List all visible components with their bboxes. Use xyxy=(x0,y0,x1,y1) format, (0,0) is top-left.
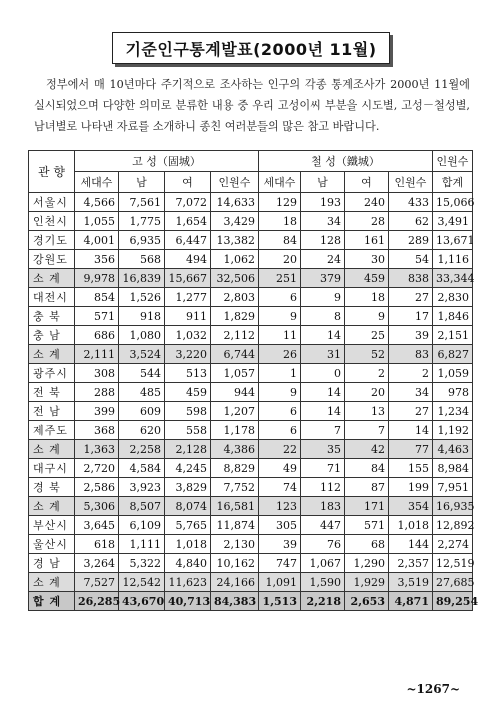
table-row xyxy=(29,592,473,611)
value-cell: 1,234 xyxy=(433,402,473,421)
value-cell: 2,274 xyxy=(433,535,473,554)
intro-paragraph xyxy=(34,74,470,137)
value-cell: 494 xyxy=(165,250,211,269)
value-cell: 27 xyxy=(389,402,433,421)
value-cell: 39 xyxy=(389,326,433,345)
table-row xyxy=(29,516,473,535)
value-cell: 1,111 xyxy=(119,535,165,554)
value-cell: 76 xyxy=(301,535,345,554)
value-cell: 1,032 xyxy=(165,326,211,345)
value-cell: 1,277 xyxy=(165,288,211,307)
value-cell: 199 xyxy=(389,478,433,497)
value-cell: 618 xyxy=(75,535,119,554)
value-cell: 1,929 xyxy=(345,573,389,592)
table-row xyxy=(29,383,473,402)
value-cell: 27 xyxy=(389,288,433,307)
column-header: 세대수 xyxy=(75,172,119,193)
table-row xyxy=(29,326,473,345)
value-cell: 4,463 xyxy=(433,440,473,459)
value-cell: 112 xyxy=(301,478,345,497)
value-cell: 31 xyxy=(301,345,345,364)
value-cell: 4,584 xyxy=(119,459,165,478)
value-cell: 22 xyxy=(259,440,301,459)
value-cell: 39 xyxy=(259,535,301,554)
value-cell: 9 xyxy=(345,307,389,326)
value-cell: 1 xyxy=(259,364,301,383)
value-cell: 144 xyxy=(389,535,433,554)
value-cell: 305 xyxy=(259,516,301,535)
value-cell: 6,447 xyxy=(165,231,211,250)
value-cell: 27,685 xyxy=(433,573,473,592)
value-cell: 68 xyxy=(345,535,389,554)
value-cell: 4,386 xyxy=(211,440,259,459)
value-cell: 7,752 xyxy=(211,478,259,497)
value-cell: 0 xyxy=(301,364,345,383)
value-cell: 33,344 xyxy=(433,269,473,288)
value-cell: 1,018 xyxy=(165,535,211,554)
region-cell: 소 계 xyxy=(29,440,75,459)
value-cell: 12,542 xyxy=(119,573,165,592)
value-cell: 83 xyxy=(389,345,433,364)
value-cell: 288 xyxy=(75,383,119,402)
value-cell: 12,519 xyxy=(433,554,473,573)
region-cell: 충 남 xyxy=(29,326,75,345)
value-cell: 571 xyxy=(75,307,119,326)
region-cell: 소 계 xyxy=(29,573,75,592)
value-cell: 944 xyxy=(211,383,259,402)
value-cell: 433 xyxy=(389,193,433,212)
value-cell: 568 xyxy=(119,250,165,269)
value-cell: 1,846 xyxy=(433,307,473,326)
value-cell: 3,264 xyxy=(75,554,119,573)
value-cell: 2,258 xyxy=(119,440,165,459)
value-cell: 1,775 xyxy=(119,212,165,231)
value-cell: 3,645 xyxy=(75,516,119,535)
value-cell: 128 xyxy=(301,231,345,250)
value-cell: 609 xyxy=(119,402,165,421)
value-cell: 15,066 xyxy=(433,193,473,212)
region-cell: 서울시 xyxy=(29,193,75,212)
value-cell: 2,803 xyxy=(211,288,259,307)
value-cell: 123 xyxy=(259,497,301,516)
value-cell: 918 xyxy=(119,307,165,326)
value-cell: 513 xyxy=(165,364,211,383)
value-cell: 854 xyxy=(75,288,119,307)
region-cell: 경 북 xyxy=(29,478,75,497)
gosung-group-header: 고 성（固城） xyxy=(75,151,259,172)
table-row xyxy=(29,402,473,421)
region-cell: 울산시 xyxy=(29,535,75,554)
value-cell: 3,519 xyxy=(389,573,433,592)
value-cell: 1,590 xyxy=(301,573,345,592)
value-cell: 1,192 xyxy=(433,421,473,440)
value-cell: 4,871 xyxy=(389,592,433,611)
value-cell: 18 xyxy=(345,288,389,307)
table-row xyxy=(29,212,473,231)
value-cell: 447 xyxy=(301,516,345,535)
value-cell: 155 xyxy=(389,459,433,478)
sub-header-row xyxy=(29,172,473,193)
table-row xyxy=(29,193,473,212)
value-cell: 12,892 xyxy=(433,516,473,535)
table-row xyxy=(29,345,473,364)
value-cell: 8,074 xyxy=(165,497,211,516)
table-row xyxy=(29,269,473,288)
value-cell: 2,586 xyxy=(75,478,119,497)
table-row xyxy=(29,535,473,554)
value-cell: 1,178 xyxy=(211,421,259,440)
value-cell: 17 xyxy=(389,307,433,326)
value-cell: 77 xyxy=(389,440,433,459)
value-cell: 5,765 xyxy=(165,516,211,535)
value-cell: 598 xyxy=(165,402,211,421)
value-cell: 459 xyxy=(165,383,211,402)
value-cell: 1,018 xyxy=(389,516,433,535)
value-cell: 289 xyxy=(389,231,433,250)
value-cell: 7,072 xyxy=(165,193,211,212)
value-cell: 3,429 xyxy=(211,212,259,231)
value-cell: 9 xyxy=(259,307,301,326)
value-cell: 2,830 xyxy=(433,288,473,307)
value-cell: 11,623 xyxy=(165,573,211,592)
value-cell: 379 xyxy=(301,269,345,288)
value-cell: 558 xyxy=(165,421,211,440)
value-cell: 183 xyxy=(301,497,345,516)
table-row xyxy=(29,478,473,497)
value-cell: 26 xyxy=(259,345,301,364)
value-cell: 354 xyxy=(389,497,433,516)
value-cell: 2,720 xyxy=(75,459,119,478)
value-cell: 544 xyxy=(119,364,165,383)
value-cell: 1,055 xyxy=(75,212,119,231)
value-cell: 3,491 xyxy=(433,212,473,231)
value-cell: 240 xyxy=(345,193,389,212)
page-title: 기준인구통계발표(2000년 11월) xyxy=(112,32,390,64)
value-cell: 1,654 xyxy=(165,212,211,231)
value-cell: 7,951 xyxy=(433,478,473,497)
value-cell: 30 xyxy=(345,250,389,269)
table-row xyxy=(29,573,473,592)
value-cell: 620 xyxy=(119,421,165,440)
value-cell: 35 xyxy=(301,440,345,459)
value-cell: 686 xyxy=(75,326,119,345)
value-cell: 89,254 xyxy=(433,592,473,611)
table-body xyxy=(29,193,479,611)
region-cell: 경 남 xyxy=(29,554,75,573)
value-cell: 2,357 xyxy=(389,554,433,573)
value-cell: 14 xyxy=(301,326,345,345)
region-cell: 강원도 xyxy=(29,250,75,269)
value-cell: 54 xyxy=(389,250,433,269)
value-cell: 62 xyxy=(389,212,433,231)
value-cell: 6,827 xyxy=(433,345,473,364)
value-cell: 9 xyxy=(301,288,345,307)
value-cell: 2,111 xyxy=(75,345,119,364)
region-cell: 전 남 xyxy=(29,402,75,421)
cheolsung-group-header: 철 성（鐵城） xyxy=(259,151,433,172)
region-cell: 인천시 xyxy=(29,212,75,231)
value-cell: 1,067 xyxy=(301,554,345,573)
value-cell: 24,166 xyxy=(211,573,259,592)
value-cell: 485 xyxy=(119,383,165,402)
value-cell: 161 xyxy=(345,231,389,250)
value-cell: 84 xyxy=(345,459,389,478)
value-cell: 20 xyxy=(345,383,389,402)
value-cell: 3,220 xyxy=(165,345,211,364)
value-cell: 251 xyxy=(259,269,301,288)
value-cell: 7 xyxy=(345,421,389,440)
value-cell: 1,057 xyxy=(211,364,259,383)
value-cell: 24 xyxy=(301,250,345,269)
table-row xyxy=(29,307,473,326)
table-row xyxy=(29,497,473,516)
column-header: 남 xyxy=(301,172,345,193)
value-cell: 6 xyxy=(259,421,301,440)
value-cell: 5,306 xyxy=(75,497,119,516)
value-cell: 368 xyxy=(75,421,119,440)
column-header: 여 xyxy=(345,172,389,193)
value-cell: 2,653 xyxy=(345,592,389,611)
value-cell: 6,935 xyxy=(119,231,165,250)
column-header: 인원수 xyxy=(389,172,433,193)
value-cell: 4,245 xyxy=(165,459,211,478)
value-cell: 1,091 xyxy=(259,573,301,592)
value-cell: 3,923 xyxy=(119,478,165,497)
value-cell: 978 xyxy=(433,383,473,402)
value-cell: 308 xyxy=(75,364,119,383)
value-cell: 7,527 xyxy=(75,573,119,592)
value-cell: 1,062 xyxy=(211,250,259,269)
value-cell: 42 xyxy=(345,440,389,459)
table-row xyxy=(29,250,473,269)
value-cell: 747 xyxy=(259,554,301,573)
value-cell: 87 xyxy=(345,478,389,497)
page-number: ~1267~ xyxy=(406,682,460,696)
value-cell: 13,382 xyxy=(211,231,259,250)
value-cell: 7 xyxy=(301,421,345,440)
table-row xyxy=(29,231,473,250)
region-cell: 합 계 xyxy=(29,592,75,611)
value-cell: 84 xyxy=(259,231,301,250)
value-cell: 14 xyxy=(301,402,345,421)
population-table xyxy=(28,150,479,611)
value-cell: 193 xyxy=(301,193,345,212)
value-cell: 7,561 xyxy=(119,193,165,212)
value-cell: 2,130 xyxy=(211,535,259,554)
table-row xyxy=(29,288,473,307)
value-cell: 14 xyxy=(389,421,433,440)
value-cell: 14,633 xyxy=(211,193,259,212)
value-cell: 43,670 xyxy=(119,592,165,611)
value-cell: 2,112 xyxy=(211,326,259,345)
value-cell: 13 xyxy=(345,402,389,421)
table-row xyxy=(29,364,473,383)
value-cell: 1,080 xyxy=(119,326,165,345)
value-cell: 40,713 xyxy=(165,592,211,611)
value-cell: 356 xyxy=(75,250,119,269)
value-cell: 1,059 xyxy=(433,364,473,383)
value-cell: 20 xyxy=(259,250,301,269)
value-cell: 74 xyxy=(259,478,301,497)
value-cell: 11 xyxy=(259,326,301,345)
value-cell: 6,109 xyxy=(119,516,165,535)
region-cell: 대전시 xyxy=(29,288,75,307)
value-cell: 3,829 xyxy=(165,478,211,497)
region-cell: 제주도 xyxy=(29,421,75,440)
value-cell: 16,839 xyxy=(119,269,165,288)
value-cell: 8,829 xyxy=(211,459,259,478)
value-cell: 13,671 xyxy=(433,231,473,250)
value-cell: 10,162 xyxy=(211,554,259,573)
column-header: 인원수 xyxy=(211,172,259,193)
region-cell: 광주시 xyxy=(29,364,75,383)
table-row xyxy=(29,440,473,459)
region-cell: 소 계 xyxy=(29,345,75,364)
table-row xyxy=(29,421,473,440)
value-cell: 838 xyxy=(389,269,433,288)
value-cell: 9 xyxy=(259,383,301,402)
value-cell: 9,978 xyxy=(75,269,119,288)
region-cell: 소 계 xyxy=(29,497,75,516)
value-cell: 5,322 xyxy=(119,554,165,573)
value-cell: 2,151 xyxy=(433,326,473,345)
value-cell: 52 xyxy=(345,345,389,364)
intro-text: 정부에서 매 10년마다 주기적으로 조사하는 인구의 각종 통계조사가 2000년 11월에 실시되었으며 다양한 의미로 분류한 내용 중 우리 고성이씨 부분을 시도별, 고성－철성별, 남녀별로 나타낸 자료를 소개하니 종친 여러분들의 많은 참고 바랍니다. xyxy=(34,78,470,133)
value-cell: 399 xyxy=(75,402,119,421)
value-cell: 8 xyxy=(301,307,345,326)
value-cell: 6 xyxy=(259,402,301,421)
value-cell: 14 xyxy=(301,383,345,402)
region-header: 관 향 xyxy=(29,151,75,193)
value-cell: 6,744 xyxy=(211,345,259,364)
value-cell: 11,874 xyxy=(211,516,259,535)
value-cell: 8,984 xyxy=(433,459,473,478)
value-cell: 4,001 xyxy=(75,231,119,250)
value-cell: 49 xyxy=(259,459,301,478)
value-cell: 18 xyxy=(259,212,301,231)
region-cell: 소 계 xyxy=(29,269,75,288)
column-header: 세대수 xyxy=(259,172,301,193)
value-cell: 571 xyxy=(345,516,389,535)
value-cell: 4,840 xyxy=(165,554,211,573)
value-cell: 911 xyxy=(165,307,211,326)
value-cell: 34 xyxy=(301,212,345,231)
value-cell: 2,128 xyxy=(165,440,211,459)
region-cell: 대구시 xyxy=(29,459,75,478)
value-cell: 1,290 xyxy=(345,554,389,573)
value-cell: 25 xyxy=(345,326,389,345)
value-cell: 1,116 xyxy=(433,250,473,269)
value-cell: 1,363 xyxy=(75,440,119,459)
table-row xyxy=(29,554,473,573)
value-cell: 129 xyxy=(259,193,301,212)
region-cell: 경기도 xyxy=(29,231,75,250)
value-cell: 1,829 xyxy=(211,307,259,326)
value-cell: 32,506 xyxy=(211,269,259,288)
value-cell: 26,285 xyxy=(75,592,119,611)
value-cell: 3,524 xyxy=(119,345,165,364)
value-cell: 4,566 xyxy=(75,193,119,212)
value-cell: 459 xyxy=(345,269,389,288)
value-cell: 34 xyxy=(389,383,433,402)
value-cell: 2 xyxy=(389,364,433,383)
value-cell: 8,507 xyxy=(119,497,165,516)
column-header: 남 xyxy=(119,172,165,193)
value-cell: 28 xyxy=(345,212,389,231)
value-cell: 1,513 xyxy=(259,592,301,611)
value-cell: 16,935 xyxy=(433,497,473,516)
value-cell: 6 xyxy=(259,288,301,307)
value-cell: 16,581 xyxy=(211,497,259,516)
column-header: 여 xyxy=(165,172,211,193)
value-cell: 2 xyxy=(345,364,389,383)
total-count-header: 인원수 xyxy=(433,151,473,172)
region-cell: 전 북 xyxy=(29,383,75,402)
value-cell: 1,207 xyxy=(211,402,259,421)
region-cell: 부산시 xyxy=(29,516,75,535)
value-cell: 2,218 xyxy=(301,592,345,611)
column-header: 합계 xyxy=(433,172,473,193)
region-cell: 충 북 xyxy=(29,307,75,326)
value-cell: 171 xyxy=(345,497,389,516)
value-cell: 1,526 xyxy=(119,288,165,307)
value-cell: 15,667 xyxy=(165,269,211,288)
value-cell: 84,383 xyxy=(211,592,259,611)
table-row xyxy=(29,459,473,478)
value-cell: 71 xyxy=(301,459,345,478)
